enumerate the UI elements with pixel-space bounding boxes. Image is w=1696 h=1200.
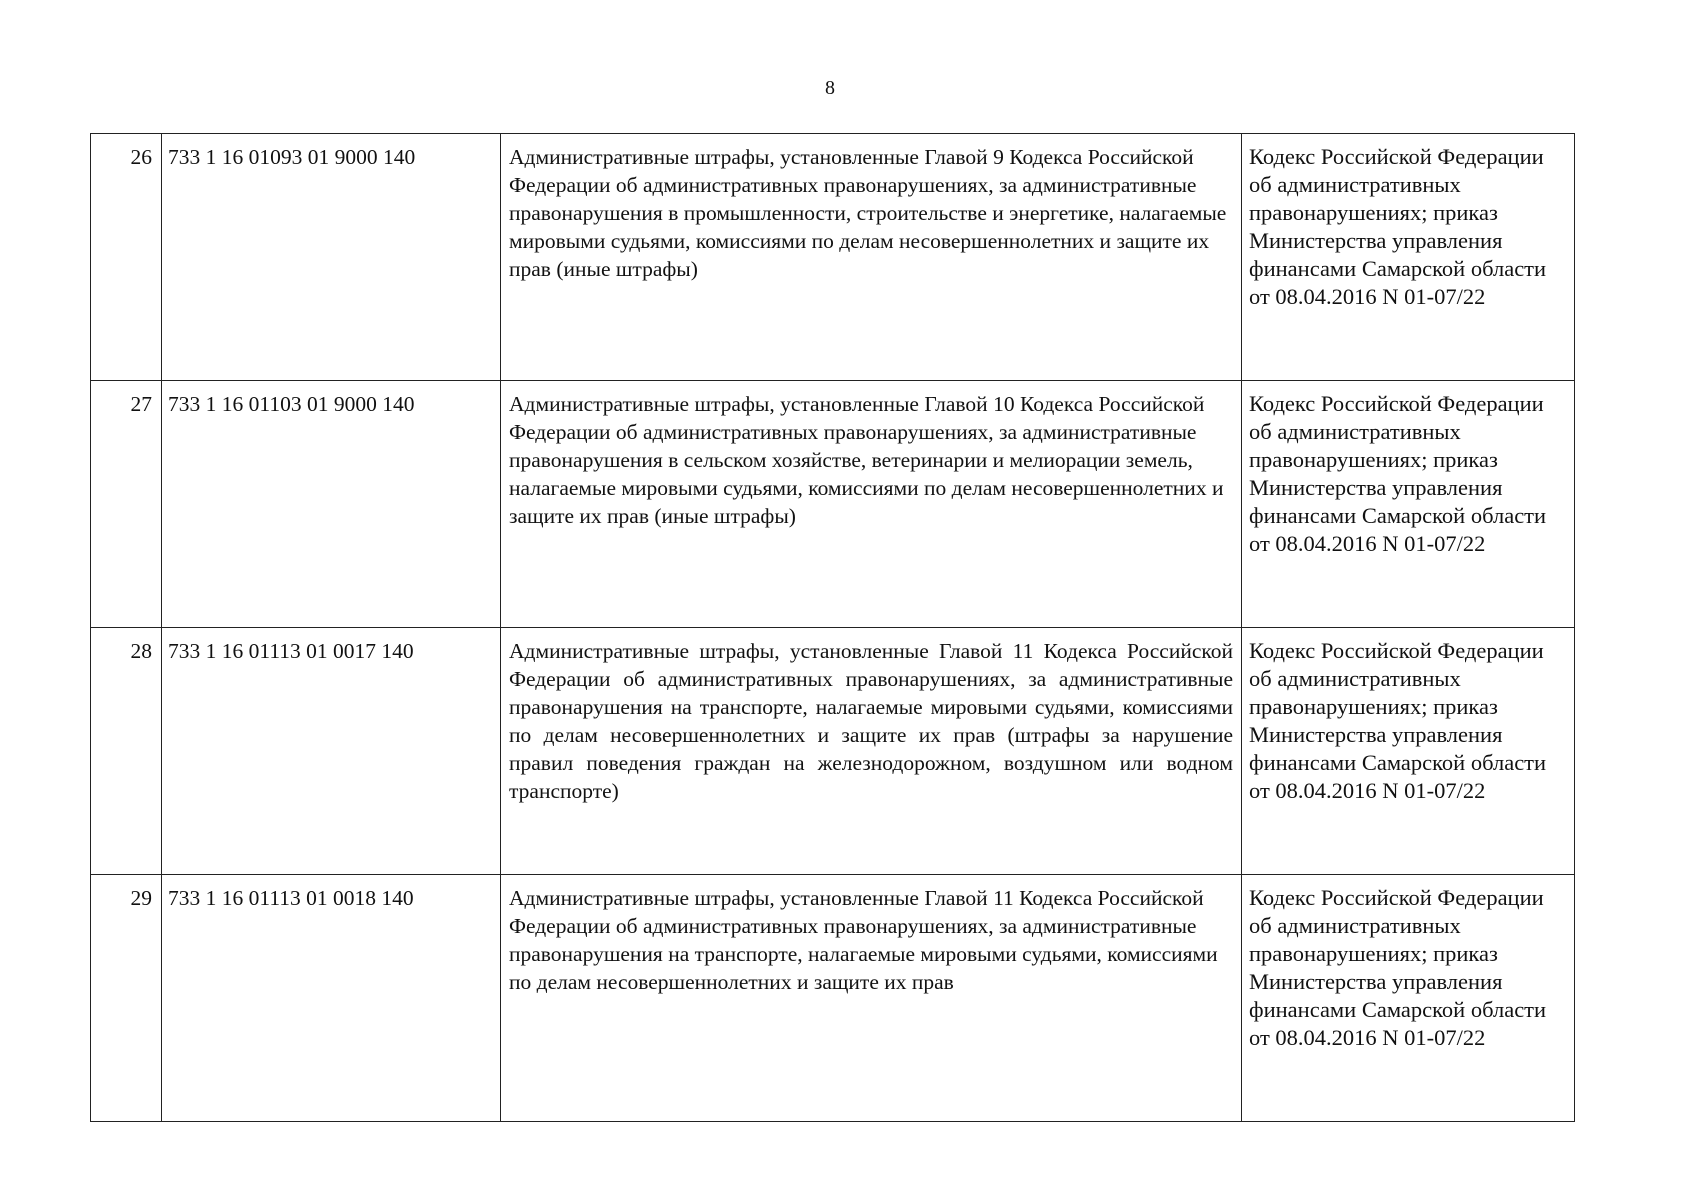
revenue-code: 733 1 16 01103 01 9000 140	[162, 381, 501, 628]
revenue-description: Административные штрафы, установленные Главой 11 Кодекса Российской Федерации об административных правонарушениях, за административные правонарушения на транспорте, налагаемые мировыми судьями, комиссиями по делам несовершеннолетних и защите их прав	[501, 875, 1242, 1122]
revenue-code: 733 1 16 01093 01 9000 140	[162, 134, 501, 381]
table-row	[91, 875, 1575, 1122]
row-number: 28	[91, 628, 162, 875]
table-row	[91, 134, 1575, 381]
revenue-description: Административные штрафы, установленные Главой 11 Кодекса Российской Федерации об административных правонарушениях, за административные правонарушения на транспорте, налагаемые мировыми судьями, комиссиями по делам несовершеннолетних и защите их прав (штрафы за нарушение правил поведения граждан на железнодорожном, воздушном или водном транспорте)	[501, 628, 1242, 875]
row-number: 29	[91, 875, 162, 1122]
row-number: 27	[91, 381, 162, 628]
revenue-description: Административные штрафы, установленные Главой 9 Кодекса Российской Федерации об административных правонарушениях, за административные правонарушения в промышленности, строительстве и энергетике, налагаемые мировыми судьями, комиссиями по делам несовершеннолетних и защите их прав (иные штрафы)	[501, 134, 1242, 381]
revenue-codes-table	[90, 133, 1575, 1122]
revenue-code: 733 1 16 01113 01 0017 140	[162, 628, 501, 875]
revenue-code: 733 1 16 01113 01 0018 140	[162, 875, 501, 1122]
table-row	[91, 628, 1575, 875]
revenue-description: Административные штрафы, установленные Главой 10 Кодекса Российской Федерации об административных правонарушениях, за административные правонарушения в сельском хозяйстве, ветеринарии и мелиорации земель, налагаемые мировыми судьями, комиссиями по делам несовершеннолетних и защите их прав (иные штрафы)	[501, 381, 1242, 628]
page-number: 8	[825, 77, 835, 99]
legal-basis: Кодекс Российской Федерации об административных правонарушениях; приказ Министерства управления финансами Самарской области от 08.04.2016 N 01-07/22	[1242, 875, 1575, 1122]
legal-basis: Кодекс Российской Федерации об административных правонарушениях; приказ Министерства управления финансами Самарской области от 08.04.2016 N 01-07/22	[1242, 628, 1575, 875]
legal-basis: Кодекс Российской Федерации об административных правонарушениях; приказ Министерства управления финансами Самарской области от 08.04.2016 N 01-07/22	[1242, 381, 1575, 628]
table-row	[91, 381, 1575, 628]
row-number: 26	[91, 134, 162, 381]
legal-basis: Кодекс Российской Федерации об административных правонарушениях; приказ Министерства управления финансами Самарской области от 08.04.2016 N 01-07/22	[1242, 134, 1575, 381]
